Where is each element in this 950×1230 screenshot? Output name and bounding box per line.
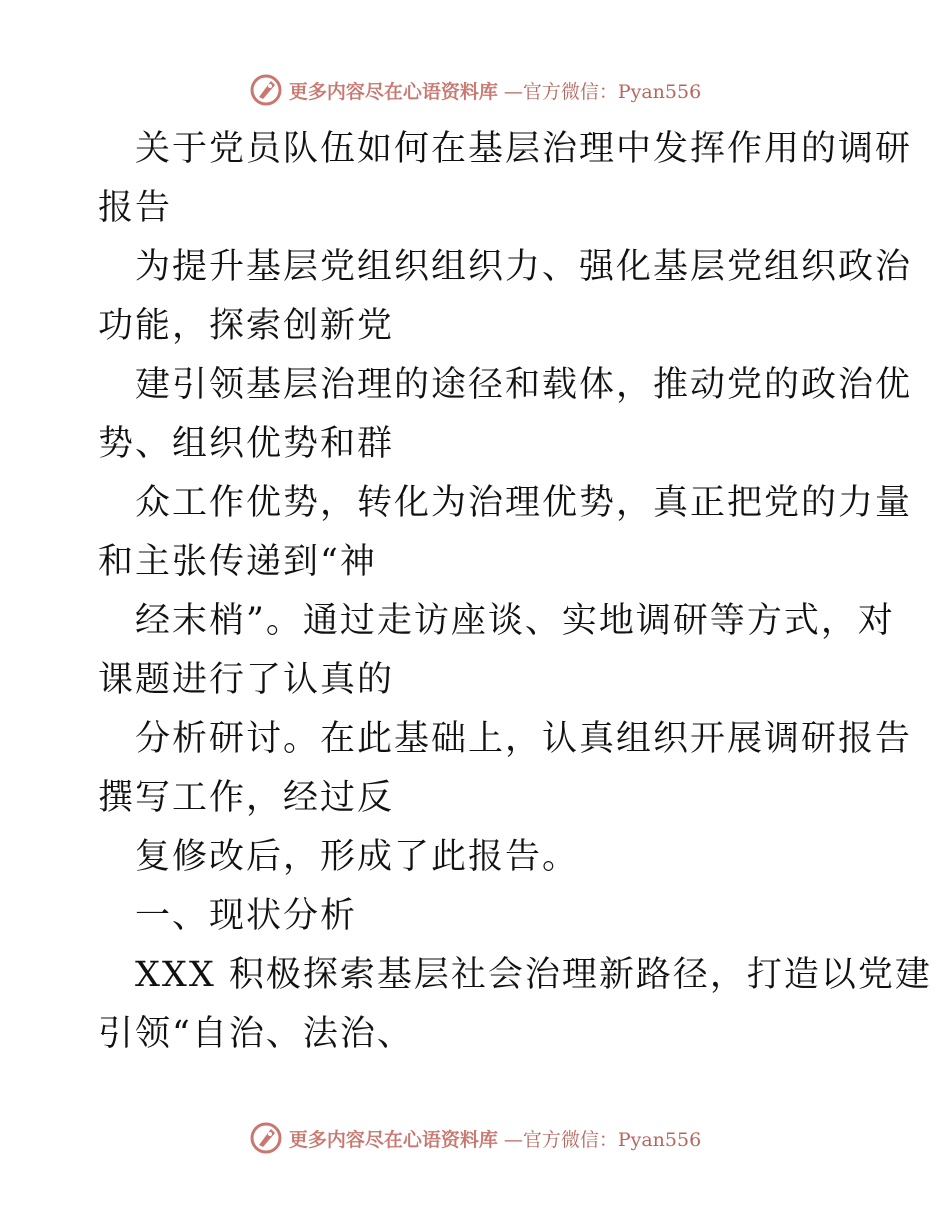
document-line: 建引领基层治理的途径和载体，推动党的政治优	[135, 365, 913, 405]
watermark-brand: 更多内容尽在心语资料库	[288, 1128, 498, 1151]
document-line: XXX 积极探索基层社会治理新路径，打造以党建	[135, 955, 932, 995]
watermark-brand: 更多内容尽在心语资料库	[288, 80, 498, 103]
document-line: 复修改后，形成了此报告。	[135, 837, 580, 877]
document-line: 为提升基层党组织组织力、强化基层党组织政治	[135, 247, 913, 287]
header-watermark	[0, 70, 950, 110]
document-line: 一、现状分析	[135, 896, 358, 936]
footer-watermark	[0, 1118, 950, 1158]
document-line: 引领“自治、法治、	[98, 1014, 414, 1054]
document-line: 经末梢”。通过走访座谈、实地调研等方式，对	[135, 601, 895, 641]
pen-nib-circle-icon	[249, 73, 283, 107]
pen-nib-circle-icon	[249, 1121, 283, 1155]
document-line: 课题进行了认真的	[98, 660, 395, 700]
watermark-contact: —官方微信：Pyan556	[503, 1128, 702, 1151]
document-line: 报告	[98, 188, 173, 228]
document-line: 关于党员队伍如何在基层治理中发挥作用的调研	[135, 129, 913, 169]
document-line: 众工作优势，转化为治理优势，真正把党的力量	[135, 483, 913, 523]
watermark-contact: —官方微信：Pyan556	[503, 80, 702, 103]
document-line: 撰写工作，经过反	[98, 778, 395, 818]
document-line: 势、组织优势和群	[98, 424, 395, 464]
document-body	[98, 120, 932, 1064]
document-line: 和主张传递到“神	[98, 542, 377, 582]
document-line: 功能，探索创新党	[98, 306, 395, 346]
document-line: 分析研讨。在此基础上，认真组织开展调研报告	[135, 719, 913, 759]
